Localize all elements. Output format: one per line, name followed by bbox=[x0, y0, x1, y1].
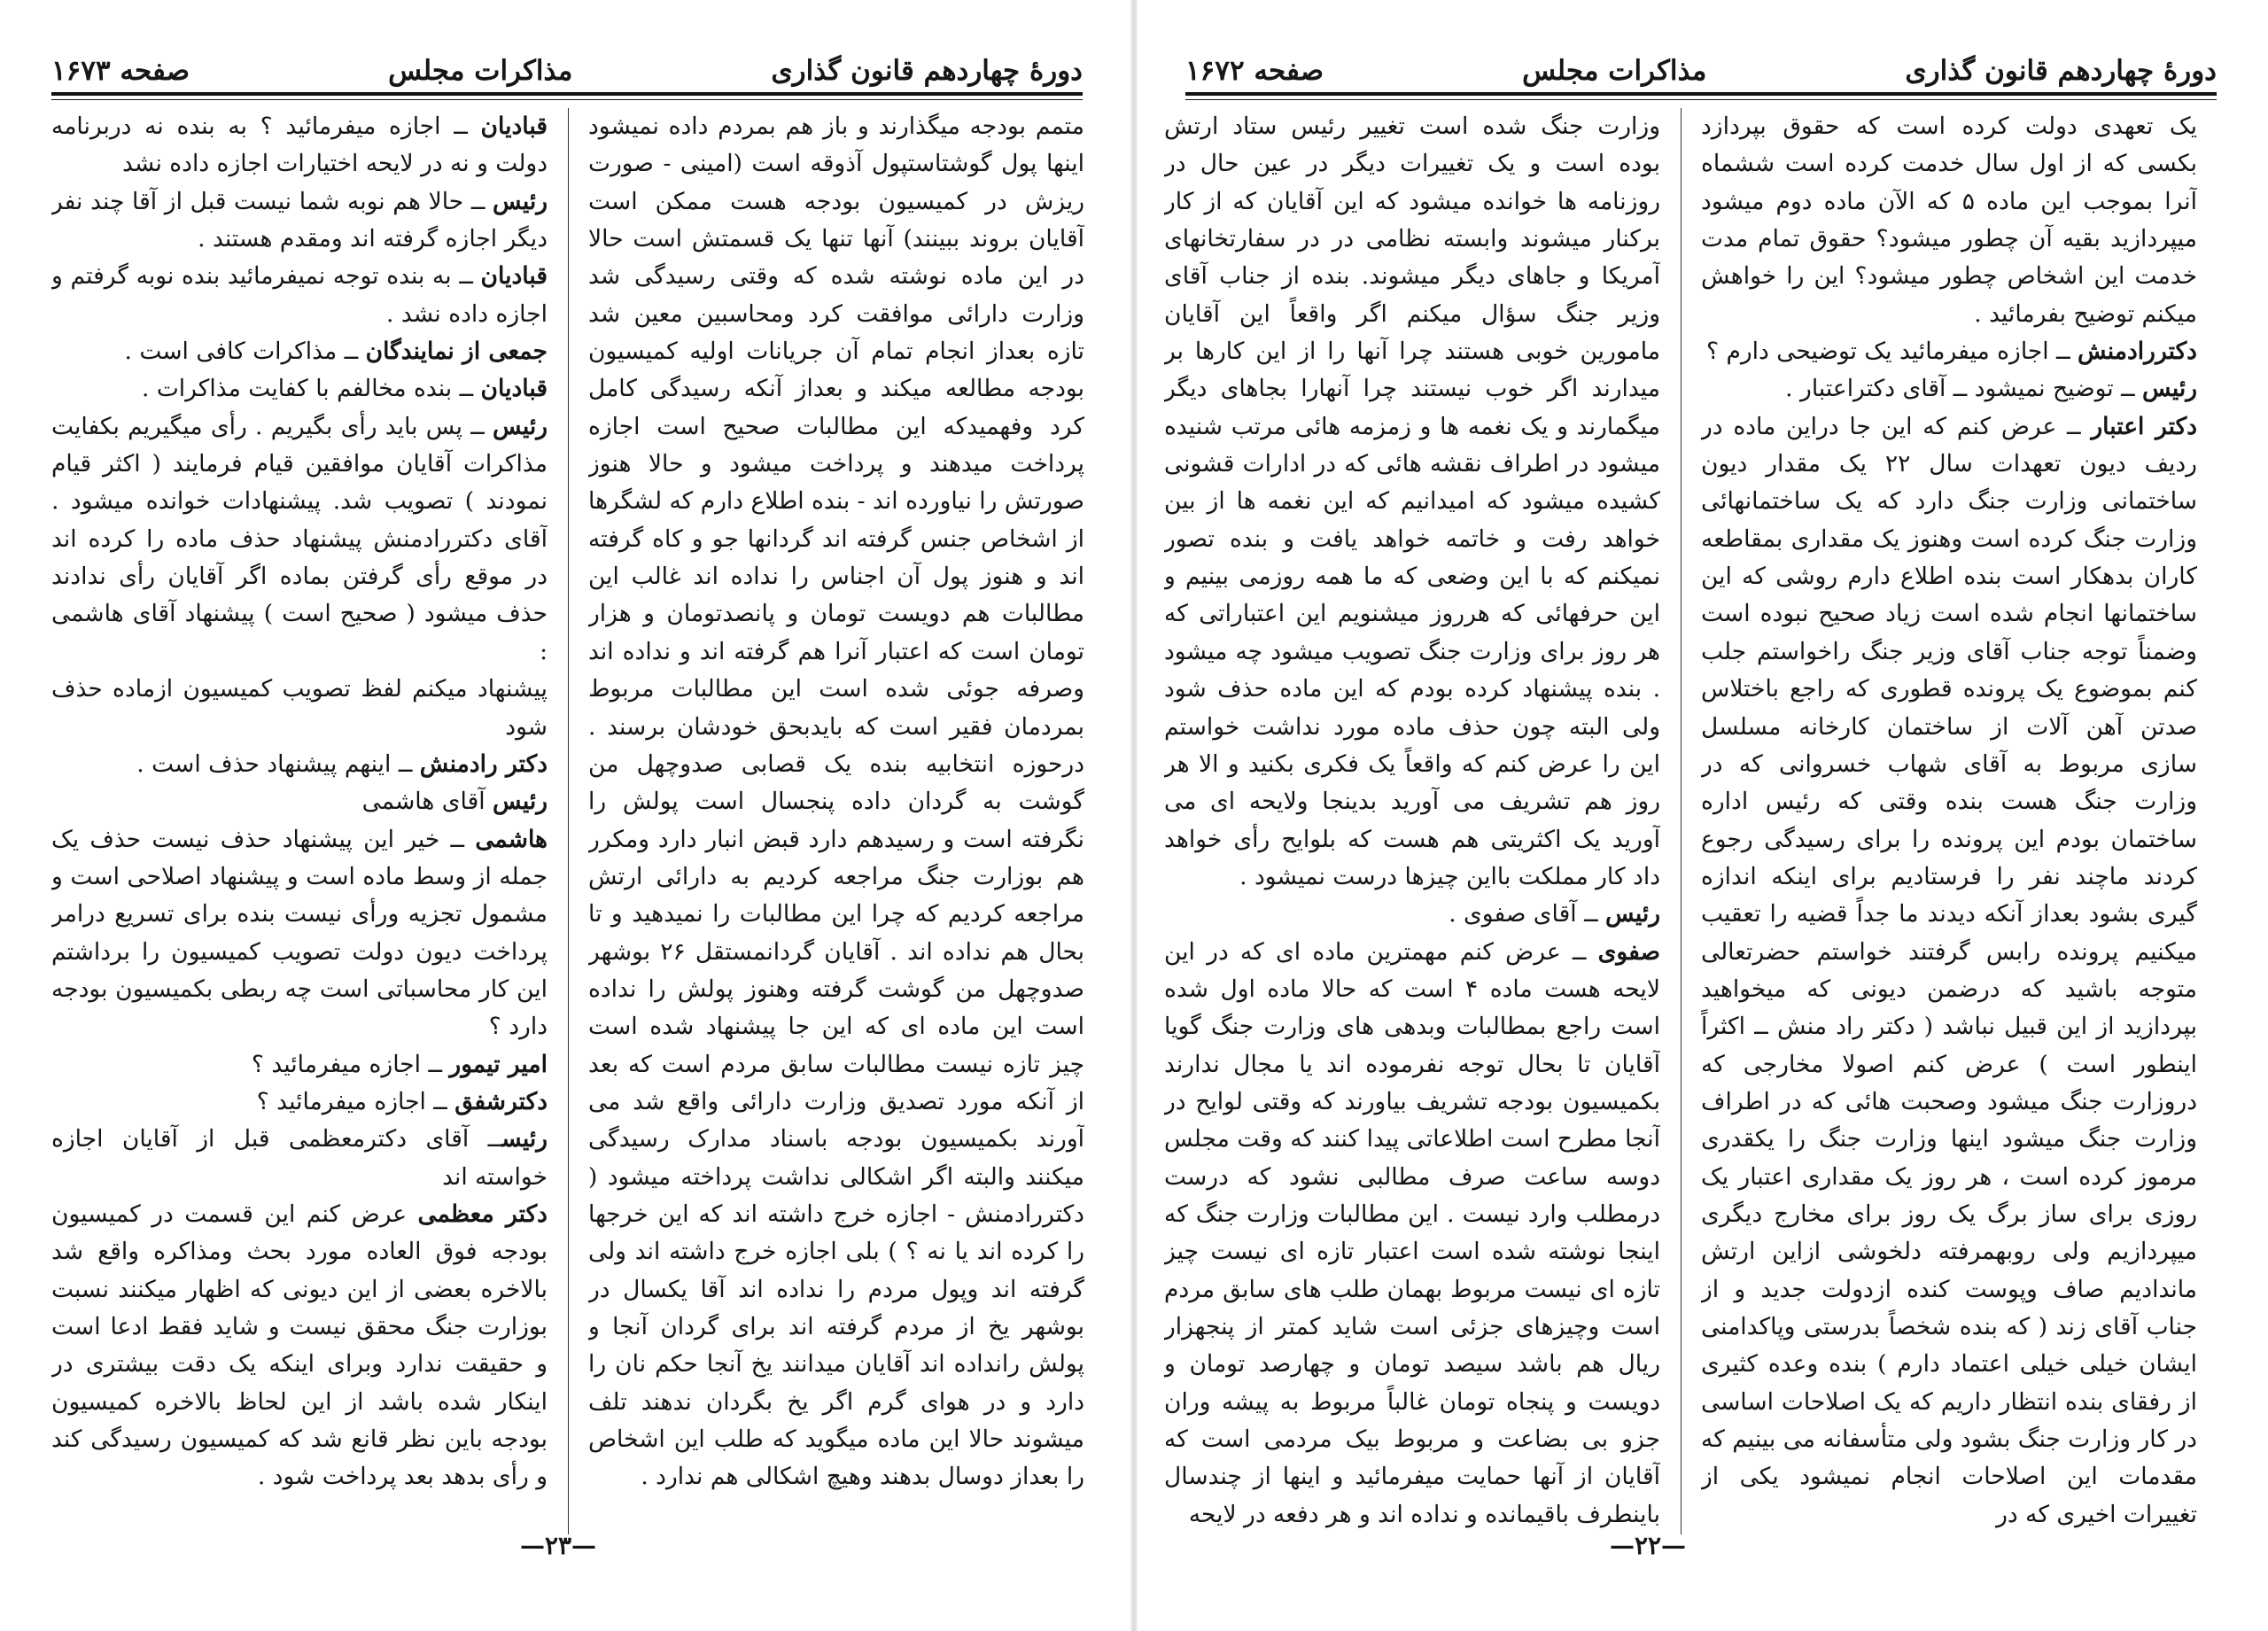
speaker-name: رئیس bbox=[493, 187, 548, 215]
paragraph: دکتر معظمی عرض کنم این قسمت در کمیسیون بودجه فوق العاده مورد بحث ومذاکره واقع شد بالاخره بعضی از این دیونی که اظهار میکنند نسبت بوزارت جنگ محقق نیست و شاید فقط ادعا است و حقیقت ندارد وبرای اینکه یک دقت بیشتری در اینکار شده باشد از این لحاظ بالاخره کمیسیون بودجه باین نظر قانع شد که کمیسیون رسیدگی کند و رأی بدهد بعد پرداخت شود . bbox=[51, 1200, 548, 1491]
paragraph: دکتر اعتبار ــ عرض کنم که این جا دراین ماده در ردیف دیون تعهدات سال ۲۲ یک مقدار دیون ساختمانی وزارت جنگ دارد که یک ساختمانهائی وزارت جنگ کرده است وهنوز یک مقداری بمقاطعه کاران بدهکار است بنده اطلاع دارم روشی که این ساختمانها انجام شده است زیاد صحیح نبوده است وضمناً توجه جناب آقای وزیر جنگ راخواستم جلب کنم بموضوع یک پرونده قطوری که راجع باختلاس صدتن آهن آلات از ساختمان کارخانه مسلسل سازی مربوط به آقای شهاب خسروانی که در وزارت جنگ هست بنده وقتی که رئیس اداره ساختمان بودم این پرونده را برای رسیدگی رجوع کردند ماچند نفر را فرستادیم برای اینکه اندازه گیری بشود بعداز آنکه دیدند ما جداً قضیه را تعقیب میکنیم پرونده رابس گرفتند خواستم حضرتعالی متوجه باشید که درضمن دیونی که میخواهید بپردازید از این قبیل نباشد ( دکتر راد منش ــ اکثراً اینطور است ) عرض کنم اصولا مخارجی که دروزارت جنگ میشود وصحبت هائی که در اطراف وزارت جنگ میشود اینها وزارت جنگ را یکقدری مرموز کرده است ، هر روز یک مقداری اعتبار یک روزی برای ساز برگ یک روز برای مخارج دیگری میپردازیم ولی روبهمرفته دلخوشی ازاین ارتش ماندادیم صاف وپوست کنده ازدولت جدید و از جناب آقای زند ( که بنده شخصاً بدرستی وپاکدامنی ایشان خیلی خیلی اعتماد دارم ) بنده وعده کثیری از رفقای بنده انتظار داریم که یک اصلاحات اساسی در کار وزارت جنگ بشود ولی متأسفانه می بینیم که مقدمات این اصلاحات انجام نمیشود یکی از تغییرات اخیری که در bbox=[1701, 412, 2197, 1528]
paragraph: صفوی ــ عرض کنم مهمترین ماده ای که در این لایحه هست ماده ۴ است که حالا ماده اول شده است راجع بمطالبات وبدهی های وزارت جنگ گویا آقایان تا بحال توجه نفرموده اند یا مجال ندارند بکمیسیون بودجه تشریف بیاورند که وقتی لوایح در آنجا مطرح است اطلاعاتی پیدا کنند که وقت مجلس دوسه ساعت صرف مطالبی نشود که درست درمطلب وارد نیست . این مطالبات وزارت جنگ که اینجا نوشته شده است اعتبار تازه ای نیست چیز تازه ای نیست مربوط بهمان طلب های سابق مردم است وچیزهای جزئی است شاید کمتر از پنجهزار ریال هم باشد سیصد تومان و چهارصد تومان و دویست و پنجاه تومان غالباً مربوط به پیشه وران جزو بی بضاعت و مربوط بیک مردمی است که آقایان از آنها حمایت میفرمائید و اینها از چندسال باینطرف باقیمانده و نداده اند و هر دفعه در لایحه bbox=[1164, 937, 1660, 1528]
text-column-right bbox=[1701, 108, 2197, 1534]
paragraph: دکترشفق ــ اجازه میفرمائید ؟ bbox=[256, 1087, 548, 1115]
paragraph: متمم بودجه میگذارند و باز هم بمردم داده نمیشود اینها پول گوشتاستپول آذوقه است (امینی - صورت ریزش در کمیسیون بودجه هست ممکن است آقایان بروند ببینند) آنها تنها یک قسمتش است حالا در این ماده نوشته شده که وقتی رسیدگی شد وزارت دارائی موافقت کرد ومحاسبین معین شد تازه بعداز انجام تمام آن جریانات اولیه کمیسیون بودجه مطالعه میکند و بعداز آنکه رسیدگی کامل کرد وفهمیدکه این مطالبات صحیح است اجازه پرداخت میدهند و پرداخت میشود و حالا هنوز صورتش را نیاورده اند - بنده اطلاع دارم که لشگرها از اشخاص جنس گرفته اند گردانها جو و کاه گرفته اند و هنوز پول آن اجناس را نداده اند غالب این مطالبات هم دویست تومان و پانصدتومان و هزار تومان است که اعتبار آنرا هم گرفته اند و نداده اند وصرفه جوئی شده است این مطالبات مربوط بمردمان فقیر است که بایدبحق خودشان برسند . درحوزه انتخابیه بنده یک قصابی صدوچهل من گوشت به گردان داده پنجسال است پولش را نگرفته است و رسیدهم دارد قبض انبار دارد ومکرر هم بوزارت جنگ مراجعه کردیم به دارائی ارتش مراجعه کردیم که چرا این مطالبات را نمیدهید و تا بحال هم نداده اند . آقایان گردانمستقل ۲۶ بوشهر صدوچهل من گوشت گرفته وهنوز پولش را نداده است این ماده ای که این جا پیشنهاد شده است چیز تازه نیست مطالبات سابق مردم است که بعد از آنکه مورد تصدیق وزارت دارائی واقع شد می آورند بکمیسیون بودجه باسناد مدارک رسیدگی میکنند والبته اگر اشکالی نداشت پرداخته میشود ( دکتررادمنش - اجازه خرج داشته اند که این خرجها را کرده اند یا نه ؟ ) بلی اجازه خرج داشته اند ولی گرفته اند وپول مردم را نداده اند آقا یکسال در بوشهر یخ از مردم گرفته اند برای گردان آنجا و پولش رانداده اند آقایان میدانند یخ آنجا حکم نان را دارد و در هوای گرم اگر یخ بگردان ندهند تلف میشوند حالا این ماده میگوید که طلب این اشخاص را بعداز دوسال بدهند وهیچ اشکالی هم ندارد . bbox=[588, 113, 1084, 1491]
publication-title: مذاکرات مجلس bbox=[388, 55, 573, 87]
page-number: صفحه ۱۶۷۲ bbox=[1185, 55, 1324, 87]
folio-number: —۲۳— bbox=[519, 1531, 597, 1560]
paragraph: پیشنهاد میکنم لفظ تصویب کمیسیون ازماده حذف شود bbox=[51, 675, 548, 741]
speaker-name: امیر تیمور bbox=[449, 1050, 548, 1078]
paragraph: دکتر رادمنش ــ اینهم پیشنهاد حذف است . bbox=[136, 749, 548, 778]
header-rule bbox=[51, 92, 1083, 96]
paragraph: جمعی از نمایندگان ــ مذاکرات کافی است . bbox=[124, 338, 548, 366]
text-column-left bbox=[1164, 108, 1660, 1534]
speaker-name: رئیس bbox=[2142, 375, 2197, 403]
paragraph: دکتررادمنش ــ اجازه میفرمائید یک توضیحی دارم ؟ bbox=[1705, 338, 2197, 366]
speaker-name: صفوی bbox=[1597, 937, 1660, 966]
paragraph: رئیس ــ حالا هم نوبه شما نیست قبل از آقا چند نفر دیگر اجازه گرفته اند ومقدم هستند . bbox=[51, 187, 548, 253]
page-header bbox=[51, 43, 1083, 87]
speaker-name: دکتر معظمی bbox=[417, 1200, 548, 1228]
paragraph: قبادیان ــ اجازه میفرمائید ؟ به بنده نه دربرنامه دولت و نه در لایحه اختیارات اجازه داده نشد bbox=[51, 113, 548, 178]
text-column-right bbox=[588, 108, 1084, 1534]
speaker-name: رئیس bbox=[493, 788, 548, 816]
session-title: دورهٔ چهاردهم قانون گذاری bbox=[1905, 55, 2217, 87]
page-1672 bbox=[1134, 0, 2268, 1631]
paragraph: رئیس آقای هاشمی bbox=[361, 788, 548, 816]
paragraph: امیر تیمور ــ اجازه میفرمائید ؟ bbox=[251, 1050, 548, 1078]
paragraph: قبادیان ــ به بنده توجه نمیفرمائید بنده نوبه گرفتم و اجازه داده نشد . bbox=[51, 262, 548, 328]
paragraph: یک تعهدی دولت کرده است که حقوق بپردازد بکسی که از اول سال خدمت کرده است ششماه آنرا بموجب این ماده ۵ که الآن ماده دوم میشود میپردازید بقیه آن چطور میشود؟ حقوق تمام مدت خدمت این اشخاص چطور میشود؟ این را خواهش میکنم توضیح بفرمائید . bbox=[1701, 113, 2197, 328]
paragraph: رئیس ــ توضیح نمیشود ــ آقای دکتراعتبار . bbox=[1785, 375, 2197, 403]
publication-title: مذاکرات مجلس bbox=[1522, 55, 1707, 87]
speaker-name: قبادیان bbox=[480, 375, 548, 403]
session-title: دورهٔ چهاردهم قانون گذاری bbox=[771, 55, 1083, 87]
header-rule-thin bbox=[51, 99, 1083, 100]
text-column-left bbox=[51, 108, 548, 1534]
page-number: صفحه ۱۶۷۳ bbox=[51, 55, 190, 87]
column-divider bbox=[568, 108, 569, 1534]
speaker-name: رئیس bbox=[493, 412, 548, 440]
paragraph: رئیســ آقای دکترمعظمی قبل از آقایان اجازه خواسته اند bbox=[51, 1125, 548, 1191]
paragraph: وزارت جنگ شده است تغییر رئیس ستاد ارتش بوده است و یک تغییرات دیگر در عین حال در روزنامه ها خوانده میشود که این آقایان که از کار برکنار میشوند وابسته نظامی در در سفارتخانهای آمریکا و جاهای دیگر میشوند. بنده از جناب آقای وزیر جنگ سؤال میکنم اگر واقعاً این آقایان مامورین خوبی هستند چرا آنها را از این کارها بر میدارند اگر خوب نیستند چرا آنهارا بجاهای دیگر میگمارند و یک نغمه ها و زمزمه هائی مرتب شنیده میشود در اطراف نقشه هائی که در ادارات قشونی کشیده میشود که امیدانیم که این نغمه ها از بین خواهد رفت و خاتمه خواهد یافت و بنده تصور نمیکنم که با این وضعی که ما همه روزمی بینیم و این حرفهائی که هرروز میشنویم این اعتباراتی که هر روز برای وزارت جنگ تصویب میشود چه میشود . بنده پیشنهاد کرده بودم که این ماده حذف شود ولی البته چون حذف ماده مورد نداشت خواستم این را عرض کنم که واقعاً یک فکری بکنید و الا هر روز هم تشریف می آورید بدینجا ولایحه ای می آورید یک اکثریتی هم هست که بلوایح رأی خواهد داد کار مملکت بااین چیزها درست نمیشود . bbox=[1164, 113, 1660, 890]
speaker-name: دکتررادمنش bbox=[2078, 338, 2197, 366]
speaker-name: رئیس bbox=[501, 1125, 548, 1153]
speaker-name: دکتر اعتبار bbox=[2091, 412, 2197, 440]
header-rule bbox=[1185, 92, 2217, 96]
paragraph: هاشمی ــ خیر این پیشنهاد حذف نیست حذف یک جمله از وسط ماده است و پیشنهاد اصلاحی است و مشمول تجزیه ورأی نیست بنده برای تسریع درامر پرداخت دیون دولت تصویب کمیسیون را برداشتم این کار محاسباتی است چه ربطی بکمیسیون بودجه دارد ؟ bbox=[51, 825, 548, 1041]
speaker-name: جمعی از نمایندگان bbox=[365, 338, 548, 366]
paragraph: رئیس ــ پس باید رأی بگیریم . رأی میگیریم بکفایت مذاکرات آقایان موافقین قیام فرمایند ( اکثر قیام نمودند ) تصویب شد. پیشنهادات خوانده میشود . آقای دکتررادمنش پیشنهاد حذف ماده را کرده اند در موقع رأی گرفتن بماده اگر آقایان رأی ندادند حذف میشود ( صحیح است ) پیشنهاد آقای هاشمی : bbox=[51, 412, 548, 665]
paragraph: قبادیان ــ بنده مخالفم با کفایت مذاکرات . bbox=[142, 375, 548, 403]
speaker-name: هاشمی bbox=[475, 825, 548, 853]
header-rule-thin bbox=[1185, 99, 2217, 100]
folio-number: —۲۲— bbox=[1609, 1531, 1687, 1560]
speaker-name: دکترشفق bbox=[454, 1087, 548, 1115]
speaker-name: دکتر رادمنش bbox=[419, 749, 548, 778]
paragraph: رئیس ــ آقای صفوی . bbox=[1449, 900, 1660, 928]
speaker-name: رئیس bbox=[1605, 900, 1660, 928]
speaker-name: قبادیان bbox=[480, 113, 548, 140]
column-divider bbox=[1681, 108, 1682, 1534]
speaker-name: قبادیان bbox=[480, 262, 548, 291]
page-header bbox=[1185, 43, 2217, 87]
